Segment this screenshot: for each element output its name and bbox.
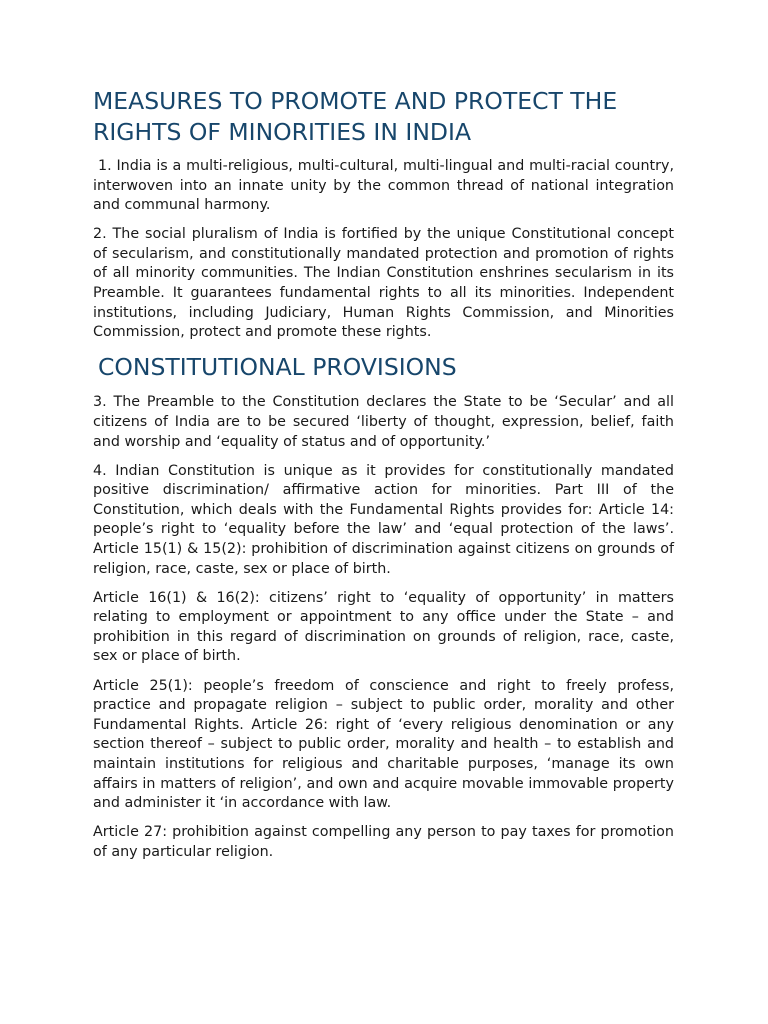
paragraph-4: 4. Indian Constitution is unique as it provides for constitutionally mandated positive discrimination/ affirmative action for minorities. Part III of the Constitution, which deals with the Fundamental Rights provides for: Article 14: people’s right to ‘equality before the law’ and ‘equal protection of the laws’. Article 15(1) & 15(2): prohibition of discrimination against citizens on grounds of religion, race, caste, sex or place of birth.	[93, 462, 674, 577]
paragraph-article-16: Article 16(1) & 16(2): citizens’ right to ‘equality of opportunity’ in matters relating to employment or appointment to any office under the State – and prohibition in this regard of discrimination on grounds of religion, race, caste, sex or place of birth.	[93, 589, 674, 665]
paragraph-3: 3. The Preamble to the Constitution declares the State to be ‘Secular’ and all citizens of India are to be secured ‘liberty of thought, expression, belief, faith and worship and ‘equality of status and of opportunity.’	[93, 394, 674, 450]
section-heading-constitutional-provisions: CONSTITUTIONAL PROVISIONS	[98, 353, 457, 382]
paragraph-1: 1. India is a multi-religious, multi-cultural, multi-lingual and multi-racial country, interwoven into an innate unity by the common thread of national integration and communal harmony.	[93, 158, 674, 214]
paragraph-2: 2. The social pluralism of India is fortified by the unique Constitutional concept of secularism, and constitutionally mandated protection and promotion of rights of all minority communities. The Indian Constitution enshrines secularism in its Preamble. It guarantees fundamental rights to all its minorities. Independent institutions, including Judiciary, Human Rights Commission, and Minorities Commission, protect and promote these rights.	[93, 226, 674, 341]
paragraph-article-25-26: Article 25(1): people’s freedom of conscience and right to freely profess, practice and propagate religion – subject to public order, morality and other Fundamental Rights. Article 26: right of ‘every religious denomination or any section thereof – subject to public order, morality and health – to establish and maintain institutions for religious and charitable purposes, ‘manage its own affairs in matters of religion’, and own and acquire movable immovable property and administer it ‘in accordance with law.	[93, 677, 674, 812]
paragraph-article-27: Article 27: prohibition against compelling any person to pay taxes for promotion of any particular religion.	[93, 824, 674, 860]
document-page	[93, 86, 674, 872]
page-title: MEASURES TO PROMOTE AND PROTECT THE RIGHTS OF MINORITIES IN INDIA	[93, 87, 618, 146]
